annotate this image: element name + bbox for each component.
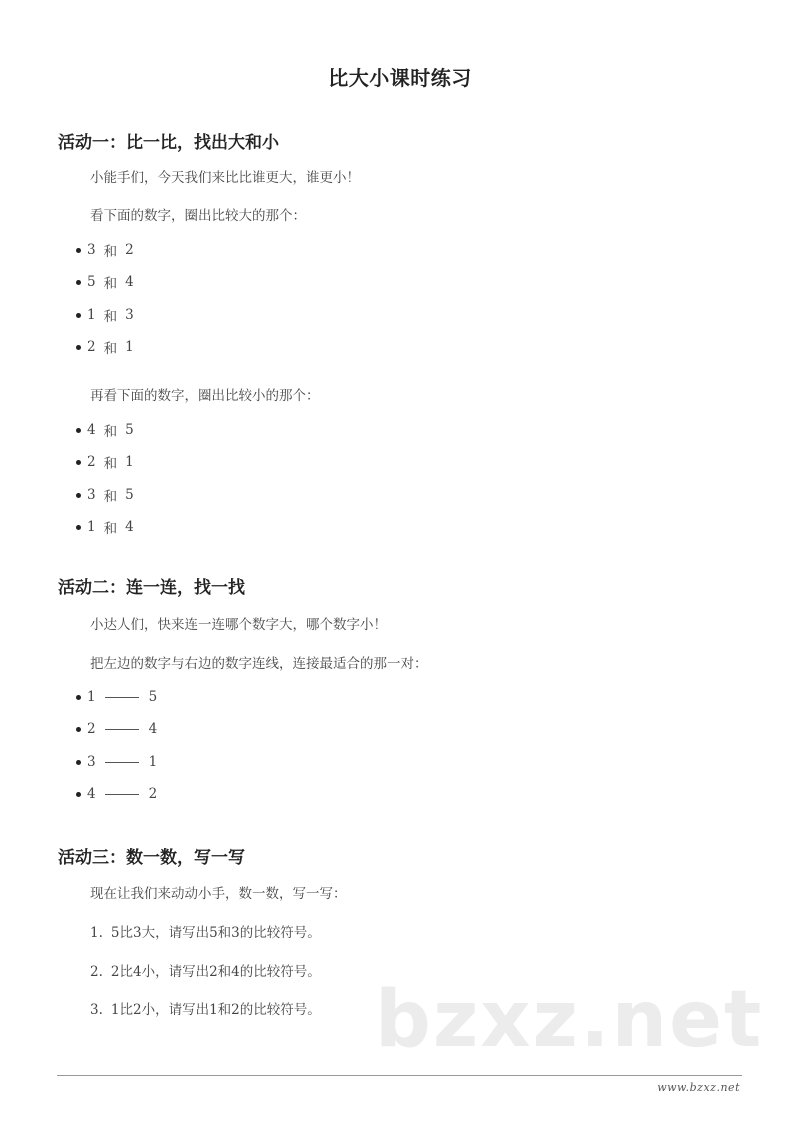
watermark: bzxz.net <box>375 975 764 1065</box>
page-title: 比大小课时练习 <box>328 66 472 90</box>
joiner: 和 <box>103 489 118 505</box>
connector-line <box>105 697 139 698</box>
number-b: 5 <box>125 422 134 438</box>
joiner: 和 <box>103 341 118 357</box>
list-item <box>76 452 134 472</box>
number-b: 4 <box>125 519 134 535</box>
section-2-instruction: 把左边的数字与右边的数字连线，连接最适合的那一对： <box>90 656 428 672</box>
list-item <box>76 517 134 537</box>
bullet-icon <box>76 493 81 498</box>
number-b: 1 <box>125 454 134 470</box>
bullet-icon <box>76 280 81 285</box>
bullet-icon <box>76 428 81 433</box>
joiner: 和 <box>103 244 118 260</box>
link-item <box>76 721 157 737</box>
link-item <box>76 786 157 802</box>
link-item <box>76 689 157 705</box>
connector-line <box>105 729 139 730</box>
bullet-icon <box>76 345 81 350</box>
section-heading-2: 活动二：连一连，找一找 <box>58 578 245 598</box>
number-a: 2 <box>87 339 96 355</box>
joiner: 和 <box>103 276 118 292</box>
bullet-icon <box>76 525 81 530</box>
number-b: 2 <box>125 242 134 258</box>
section-1-intro: 小能手们，今天我们来比比谁更大，谁更小！ <box>90 170 360 186</box>
section-2-intro: 小达人们，快来连一连哪个数字大，哪个数字小！ <box>90 617 387 633</box>
right-number: 5 <box>148 689 158 705</box>
number-a: 2 <box>87 454 96 470</box>
question-text: 5比3大，请写出5和3的比较符号。 <box>110 925 321 941</box>
list-item <box>76 240 134 260</box>
list-item <box>76 272 134 292</box>
number-b: 3 <box>125 307 134 323</box>
question-text: 2比4小，请写出2和4的比较符号。 <box>110 964 321 980</box>
joiner: 和 <box>103 424 118 440</box>
footer-url: www.bzxz.net <box>657 1081 740 1094</box>
joiner: 和 <box>103 521 118 537</box>
bullet-icon <box>76 460 81 465</box>
number-a: 1 <box>87 519 96 535</box>
footer-divider <box>57 1075 742 1076</box>
list-item <box>76 337 134 357</box>
section-1-instruction-small: 再看下面的数字，圈出比较小的那个： <box>90 388 320 404</box>
joiner: 和 <box>103 456 118 472</box>
bullet-icon <box>76 248 81 253</box>
number-b: 4 <box>125 274 134 290</box>
connector-line <box>105 762 139 763</box>
right-number: 1 <box>148 754 158 770</box>
question-text: 1比2小，请写出1和2的比较符号。 <box>110 1002 321 1018</box>
number-a: 4 <box>87 422 96 438</box>
question-number: 3. <box>90 1002 103 1018</box>
bullet-icon <box>76 760 81 765</box>
question-item <box>90 998 321 1018</box>
number-a: 1 <box>87 307 96 323</box>
connector-line <box>105 794 139 795</box>
left-number: 4 <box>87 786 96 802</box>
number-b: 5 <box>125 487 134 503</box>
section-heading-1: 活动一：比一比，找出大和小 <box>58 133 279 153</box>
bullet-icon <box>76 313 81 318</box>
number-a: 3 <box>87 487 96 503</box>
list-item <box>76 420 134 440</box>
section-1-instruction-big: 看下面的数字，圈出比较大的那个： <box>90 208 306 224</box>
bullet-icon <box>76 695 81 700</box>
number-b: 1 <box>125 339 134 355</box>
link-item <box>76 754 157 770</box>
question-number: 1. <box>90 925 103 941</box>
right-number: 2 <box>148 786 158 802</box>
bullet-icon <box>76 792 81 797</box>
section-heading-3: 活动三：数一数，写一写 <box>58 848 245 868</box>
left-number: 1 <box>87 689 96 705</box>
bullet-icon <box>76 727 81 732</box>
left-number: 2 <box>87 721 96 737</box>
left-number: 3 <box>87 754 96 770</box>
question-number: 2. <box>90 964 103 980</box>
question-item <box>90 960 321 980</box>
number-a: 5 <box>87 274 96 290</box>
list-item <box>76 485 134 505</box>
right-number: 4 <box>148 721 158 737</box>
list-item <box>76 305 134 325</box>
question-item <box>90 921 321 941</box>
section-3-intro: 现在让我们来动动小手，数一数，写一写： <box>90 886 347 902</box>
joiner: 和 <box>103 309 118 325</box>
number-a: 3 <box>87 242 96 258</box>
